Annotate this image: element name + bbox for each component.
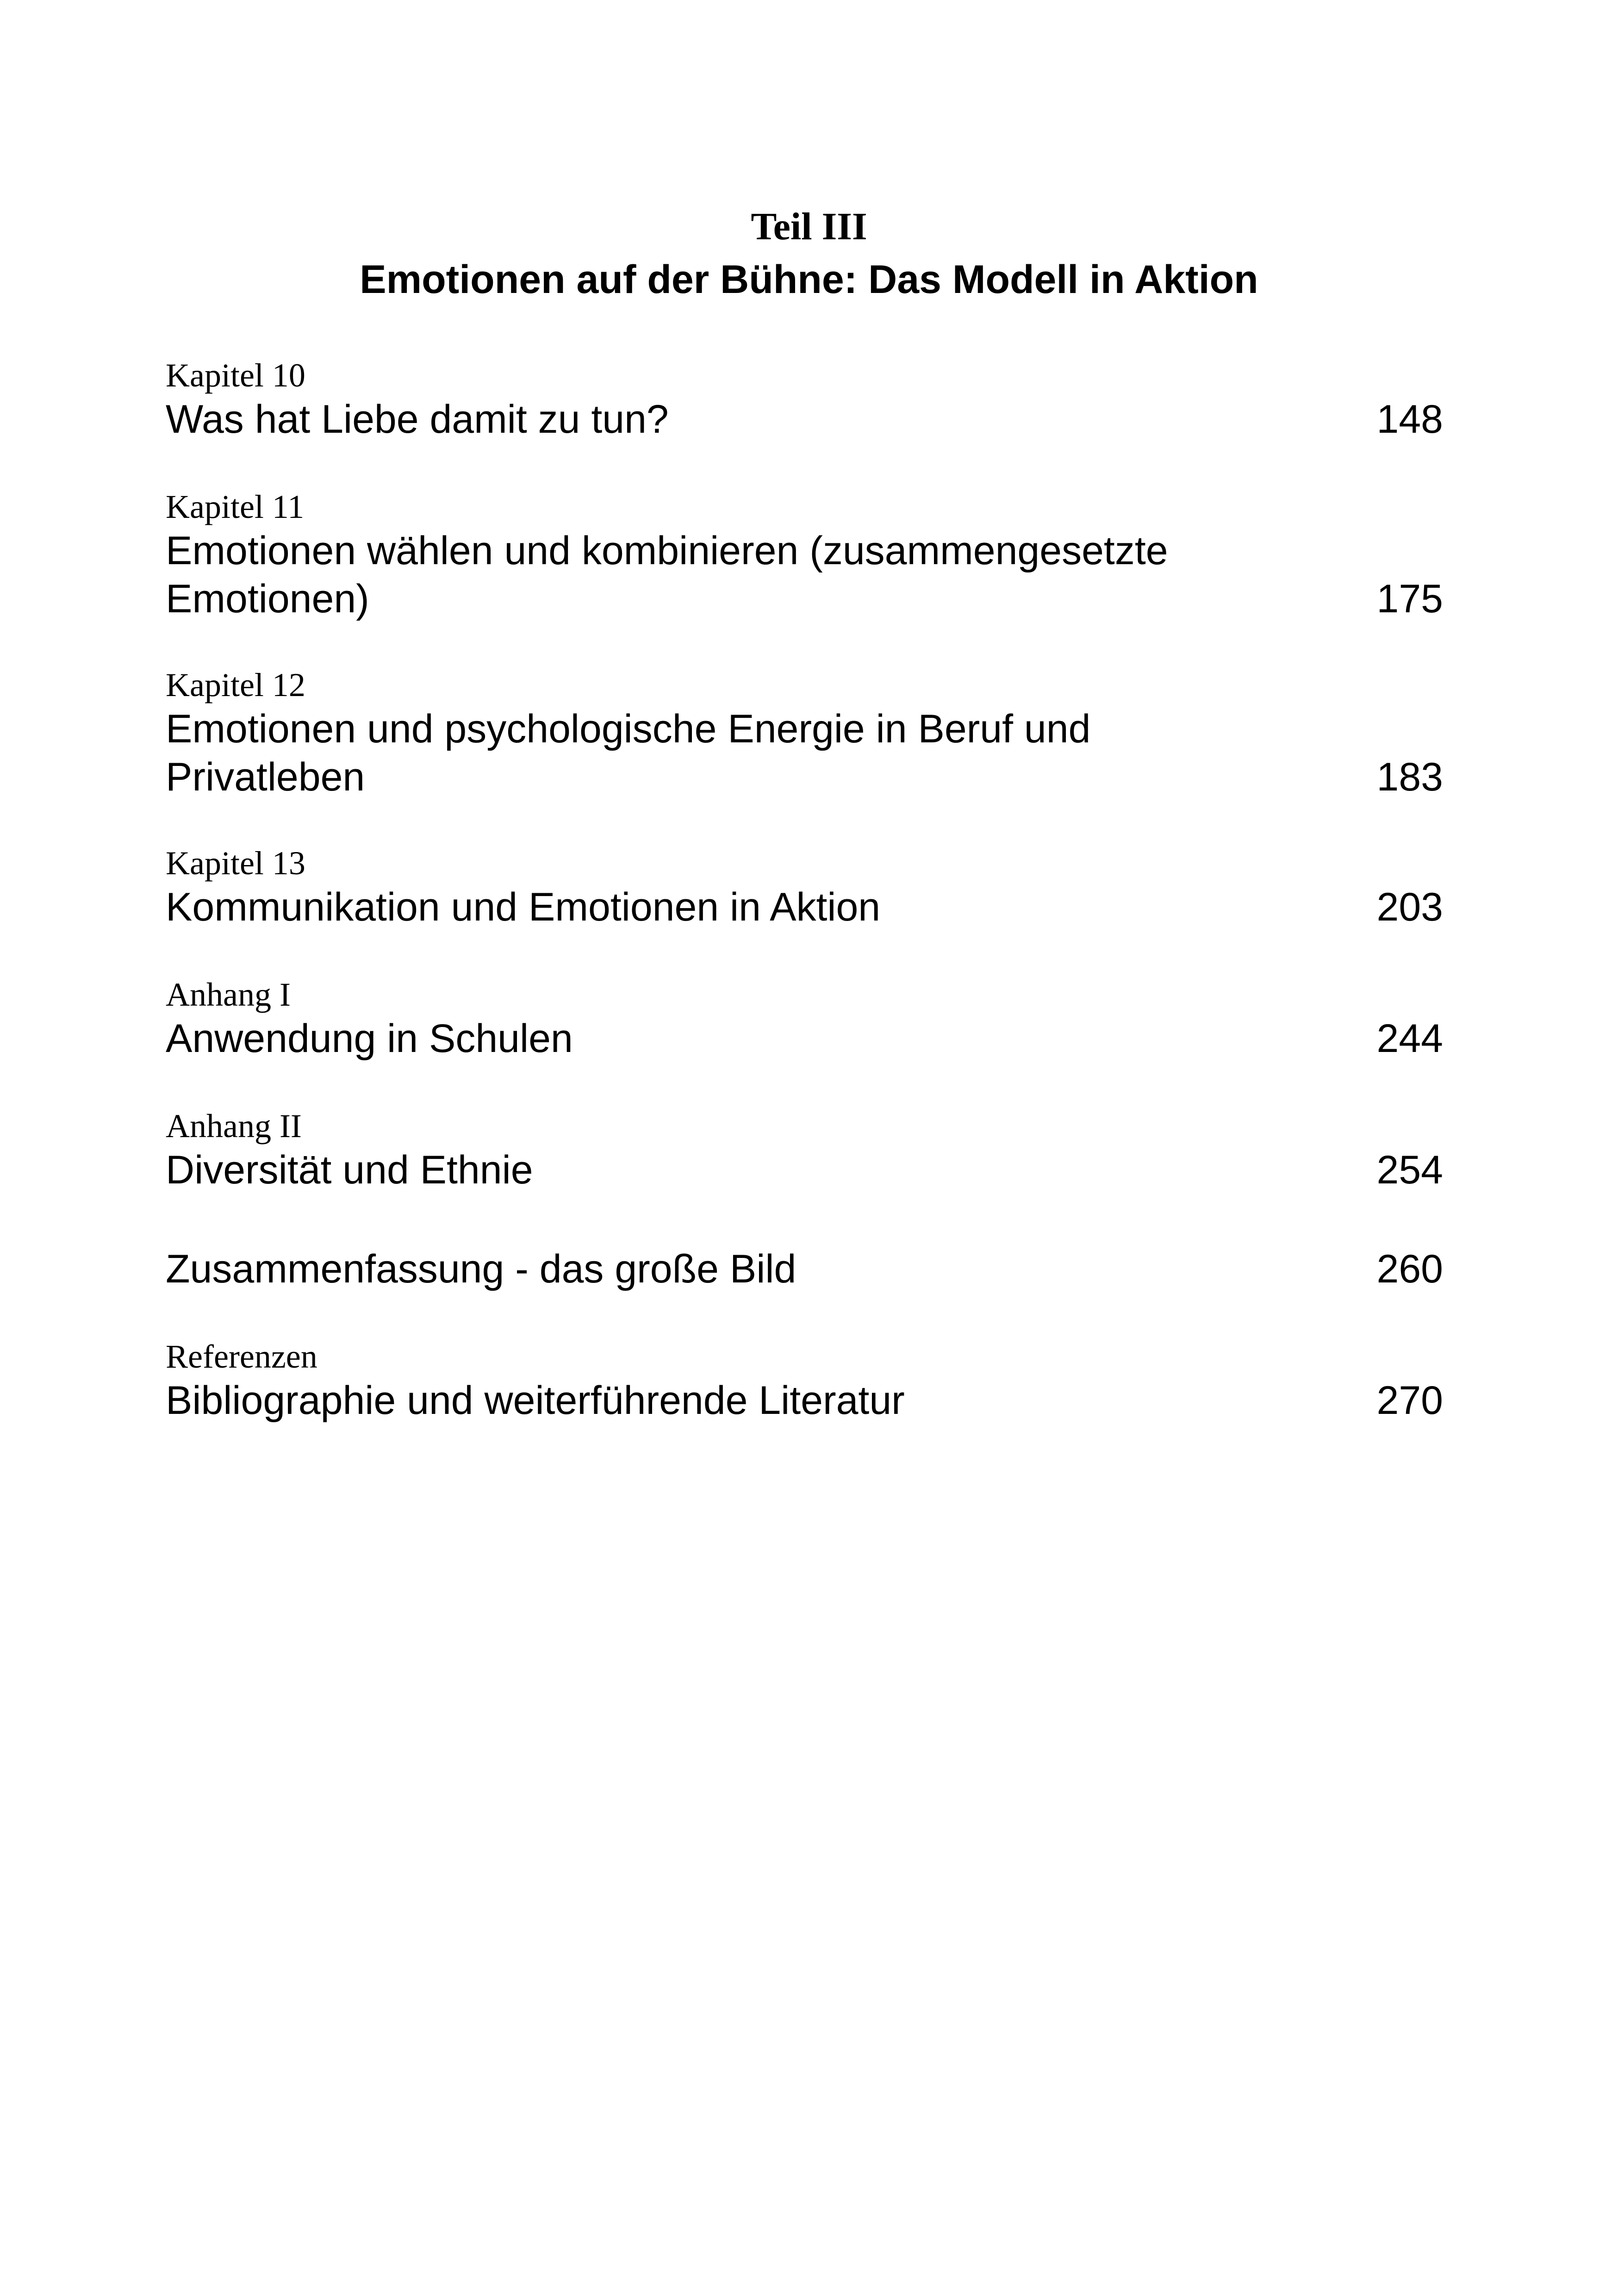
- entry-page-number: 148: [1376, 397, 1443, 442]
- entry-row: [166, 1146, 1443, 1194]
- entry-title: Emotionen wählen und kombinieren (zusammengesetzte Emotionen): [166, 529, 1168, 621]
- entry-title: Diversität und Ethnie: [166, 1148, 533, 1192]
- entry-row: [166, 883, 1443, 931]
- toc-entry-anhang-1: [166, 975, 1443, 1063]
- entry-title: Was hat Liebe damit zu tun?: [166, 397, 669, 442]
- entry-kicker: Anhang II: [166, 1108, 302, 1145]
- entry-page-number: 183: [1376, 755, 1443, 799]
- toc-entry-zusammenfassung: [166, 1245, 1443, 1293]
- toc-entry-kapitel-13: [166, 843, 1443, 931]
- entry-title: Emotionen und psychologische Energie in Beruf und Privatleben: [166, 707, 1091, 799]
- entry-row: [166, 1014, 1443, 1063]
- entry-kicker: Anhang I: [166, 976, 291, 1013]
- entry-page-number: 244: [1376, 1016, 1443, 1061]
- entry-title: Zusammenfassung - das große Bild: [166, 1247, 797, 1291]
- toc-entry-kapitel-12: [166, 665, 1443, 801]
- entry-kicker: Referenzen: [166, 1338, 317, 1375]
- toc-entry-referenzen: [166, 1337, 1443, 1425]
- entry-kicker: Kapitel 10: [166, 357, 305, 394]
- entry-kicker: Kapitel 12: [166, 666, 305, 703]
- entry-row: [166, 705, 1443, 801]
- entry-kicker: Kapitel 13: [166, 845, 305, 882]
- toc-entry-anhang-2: [166, 1106, 1443, 1194]
- entry-row: [166, 1245, 1443, 1293]
- entry-page-number: 260: [1376, 1247, 1443, 1291]
- entry-page-number: 254: [1376, 1148, 1443, 1192]
- entry-kicker: Kapitel 11: [166, 488, 305, 525]
- part-label: Teil III: [751, 205, 867, 248]
- entry-title: Bibliographie und weiterführende Literatur: [166, 1378, 905, 1423]
- entry-row: [166, 395, 1443, 443]
- toc-entry-kapitel-11: [166, 487, 1443, 623]
- entry-row: [166, 1376, 1443, 1425]
- entry-title: Kommunikation und Emotionen in Aktion: [166, 885, 881, 929]
- toc-entry-kapitel-10: [166, 355, 1443, 443]
- entry-page-number: 203: [1376, 885, 1443, 929]
- entry-page-number: 270: [1376, 1378, 1443, 1423]
- part-title: Emotionen auf der Bühne: Das Modell in Aktion: [360, 257, 1258, 302]
- entry-row: [166, 527, 1443, 623]
- entry-title: Anwendung in Schulen: [166, 1016, 573, 1061]
- entry-page-number: 175: [1376, 577, 1443, 621]
